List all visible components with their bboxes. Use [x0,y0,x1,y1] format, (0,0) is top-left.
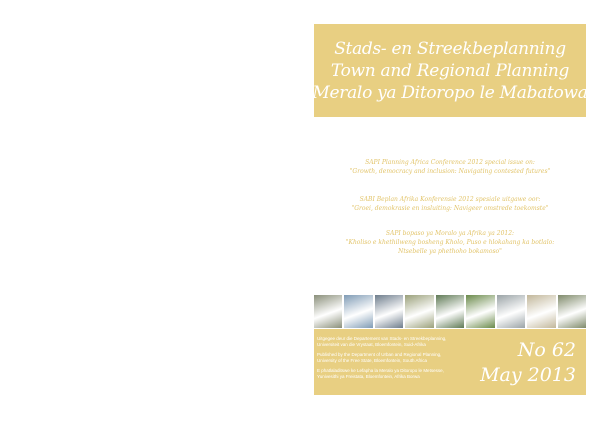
subtitle-line: SAPI Planning Africa Conference 2012 special issue on: [365,159,535,166]
photo-thumbnail [527,295,555,328]
subtitle-afrikaans [314,195,586,213]
subtitle-line: SAPI bopaso ya Moralo ya Afrika ya 2012: [385,230,515,237]
publisher-line: Published by the Department of Urban and Regional Planning, [317,352,442,357]
publisher-afrikaans [317,336,507,348]
issue-number: No 62 [517,339,576,361]
title-sesotho: Meralo ya Ditoropo le Mabatowa [312,82,588,103]
issue-date: May 2013 [480,364,576,386]
publisher-sesotho [317,368,507,380]
photo-thumbnail [466,295,494,328]
publisher-line: Uitgegee deur die Departement van Stads- en Streekbeplanning, [317,336,447,341]
publisher-line: Universiteit van die Vrystaat, Bloemfontein, Suid-Afrika [317,342,426,347]
photo-strip [314,295,586,328]
subtitle-sesotho [314,229,586,256]
journal-cover [314,0,586,428]
photo-thumbnail [497,295,525,328]
publisher-line: E phatlaladitswe ke Lefapha la Meralo ya Ditoropo le Metsesse, [317,368,444,373]
publisher-band [314,329,586,395]
photo-thumbnail [344,295,372,328]
title-band [314,24,586,117]
title-afrikaans: Stads- en Streekbeplanning [334,38,566,59]
photo-thumbnail [375,295,403,328]
photo-thumbnail [558,295,586,328]
subtitle-line: "Kholiso e khethilweng bosheng Kholo, Puso e hlokahang ka botlalo: [345,239,555,246]
subtitle-line: "Growth, democracy and inclusion: Navigating contested futures" [349,168,551,175]
subtitle-line: "Groei, demokrasie en insluiting: Navigeer omstrede toekomste" [351,205,549,212]
photo-thumbnail [405,295,433,328]
photo-thumbnail [314,295,342,328]
publisher-line: Yunivesithi ya Freistata, Bloemfontein, Afrika Borwa [317,374,420,379]
publisher-english [317,352,507,364]
title-english: Town and Regional Planning [330,60,570,81]
publisher-line: University of the Free State, Bloemfontein, South Africa [317,358,428,363]
photo-thumbnail [436,295,464,328]
subtitle-english [314,158,586,176]
subtitle-line: Ntsebelle ya phethoho bokamoso" [398,248,502,255]
subtitle-line: SABI Beplan Afrika Konferensie 2012 spesiale uitgawe oor: [359,196,541,203]
